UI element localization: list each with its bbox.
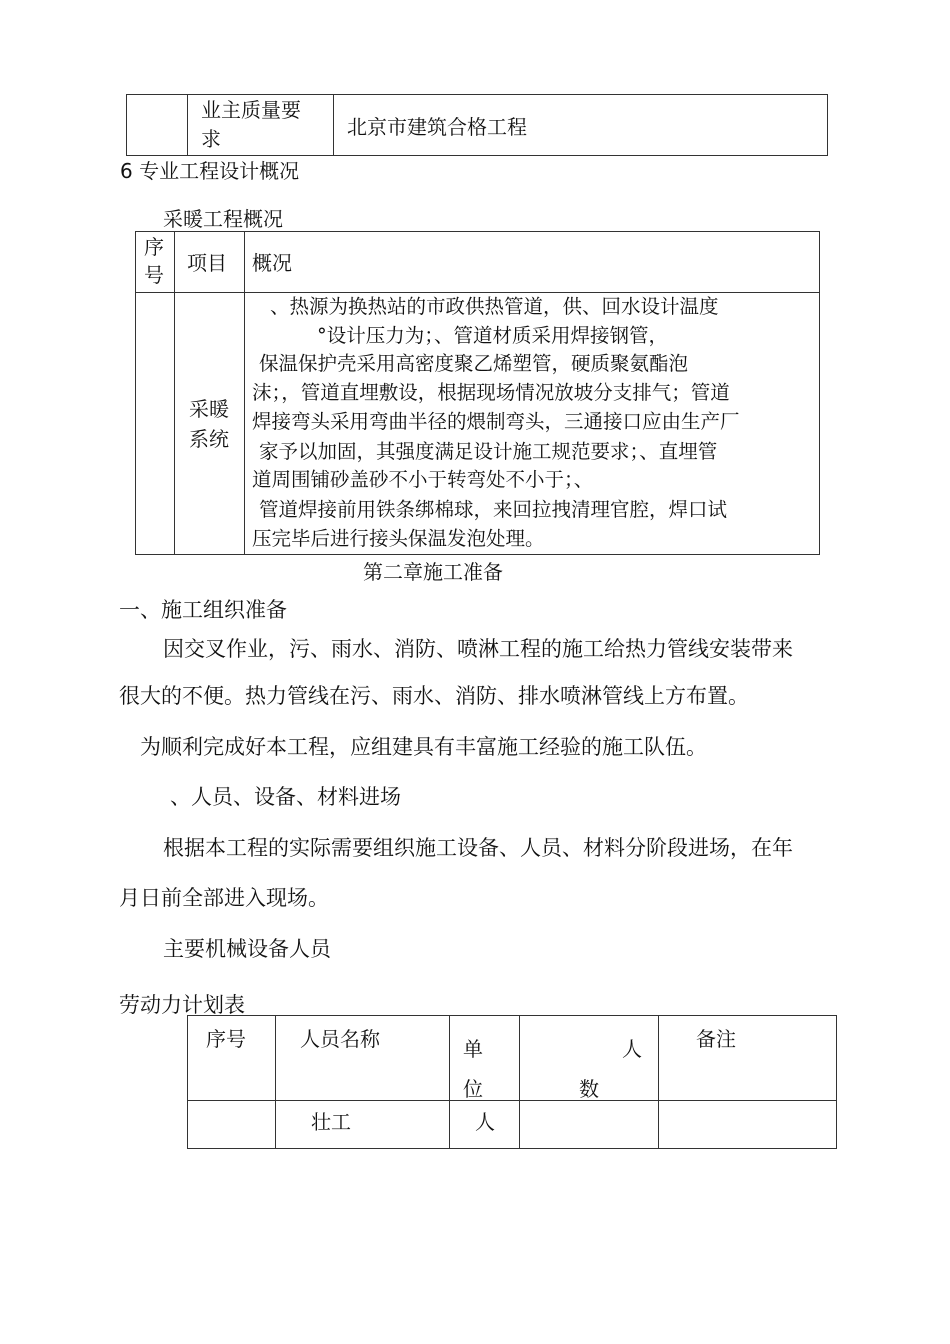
cell-unit: 人	[475, 1110, 495, 1134]
labor-caption: 劳动力计划表	[119, 993, 245, 1017]
table-border	[135, 231, 820, 232]
overview-line: 家予以加固，其强度满足设计施工规范要求；、直埋管	[259, 440, 718, 463]
table-border	[333, 94, 334, 155]
row-item: 采暖	[189, 397, 229, 421]
paragraph-line: 根据本工程的实际需要组织施工设备、人员、材料分阶段进场，在年	[163, 836, 793, 860]
part1-heading: 一、施工组织准备	[119, 598, 287, 622]
cell-name: 壮工	[311, 1110, 351, 1134]
section6-heading: 6 专业工程设计概况	[120, 159, 300, 183]
paragraph-line: 很大的不便。热力管线在污、雨水、消防、排水喷淋管线上方布置。	[119, 684, 749, 708]
sub-heading: 、人员、设备、材料进场	[170, 785, 401, 809]
header-unit: 单	[463, 1037, 483, 1061]
table-border	[836, 1015, 837, 1148]
table-border	[187, 1015, 837, 1016]
paragraph-line: 因交叉作业，污、雨水、消防、喷淋工程的施工给热力管线安装带来	[163, 637, 793, 661]
table-border	[819, 231, 820, 554]
overview-line: 保温保护壳采用高密度聚乙烯塑管，硬质聚氨酯泡	[259, 352, 689, 375]
paragraph-line: 月日前全部进入现场。	[119, 886, 329, 910]
table-border	[519, 1015, 520, 1148]
table-border	[135, 292, 820, 293]
table-border	[658, 1015, 659, 1148]
overview-line: 道周围铺砂盖砂不小于转弯处不小于；、	[252, 468, 594, 491]
overview-line: 沫；，管道直埋敷设，根据现场情况放坡分支排气；管道	[252, 381, 730, 404]
header-unit: 位	[463, 1077, 483, 1101]
paragraph-line: 主要机械设备人员	[163, 937, 331, 961]
table-border	[244, 231, 245, 554]
table-border	[135, 231, 136, 554]
table-border	[126, 94, 828, 95]
overview-line: 焊接弯头采用弯曲半径的煨制弯头，三通接口应由生产厂	[252, 410, 740, 433]
header-remark: 备注	[696, 1027, 736, 1051]
row-item: 系统	[189, 427, 229, 451]
header-overview: 概况	[252, 251, 292, 275]
header-seq: 序	[144, 235, 164, 259]
overview-line: °设计压力为；、管道材质采用焊接钢管，	[317, 324, 669, 347]
header-name: 人员名称	[300, 1027, 380, 1051]
header-seq: 序号	[206, 1027, 246, 1051]
overview-line: 、热源为换热站的市政供热管道，供、回水设计温度	[270, 295, 719, 318]
header-item: 项目	[187, 251, 227, 275]
table-border	[126, 155, 828, 156]
header-seq: 号	[144, 263, 164, 287]
quality-label: 求	[201, 127, 221, 151]
table-border	[449, 1015, 450, 1148]
overview-line: 压完毕后进行接头保温发泡处理。	[252, 527, 545, 550]
table-border	[187, 94, 188, 155]
paragraph-line: 为顺利完成好本工程，应组建具有丰富施工经验的施工队伍。	[140, 735, 707, 759]
overview-line: 管道焊接前用铁条绑棉球，来回拉拽清理官腔，焊口试	[259, 498, 728, 521]
table-border	[135, 554, 820, 555]
chapter-title: 第二章施工准备	[363, 560, 503, 584]
header-count: 数	[579, 1077, 599, 1101]
quality-value: 北京市建筑合格工程	[347, 115, 527, 139]
heating-caption: 采暖工程概况	[163, 207, 283, 231]
table-border	[275, 1015, 276, 1148]
quality-label: 业主质量要	[201, 98, 301, 122]
header-count: 人	[622, 1037, 642, 1061]
table-border	[187, 1148, 837, 1149]
table-border	[174, 231, 175, 554]
table-border	[187, 1015, 188, 1148]
table-border	[187, 1100, 837, 1101]
table-border	[126, 94, 127, 155]
table-border	[827, 94, 828, 155]
